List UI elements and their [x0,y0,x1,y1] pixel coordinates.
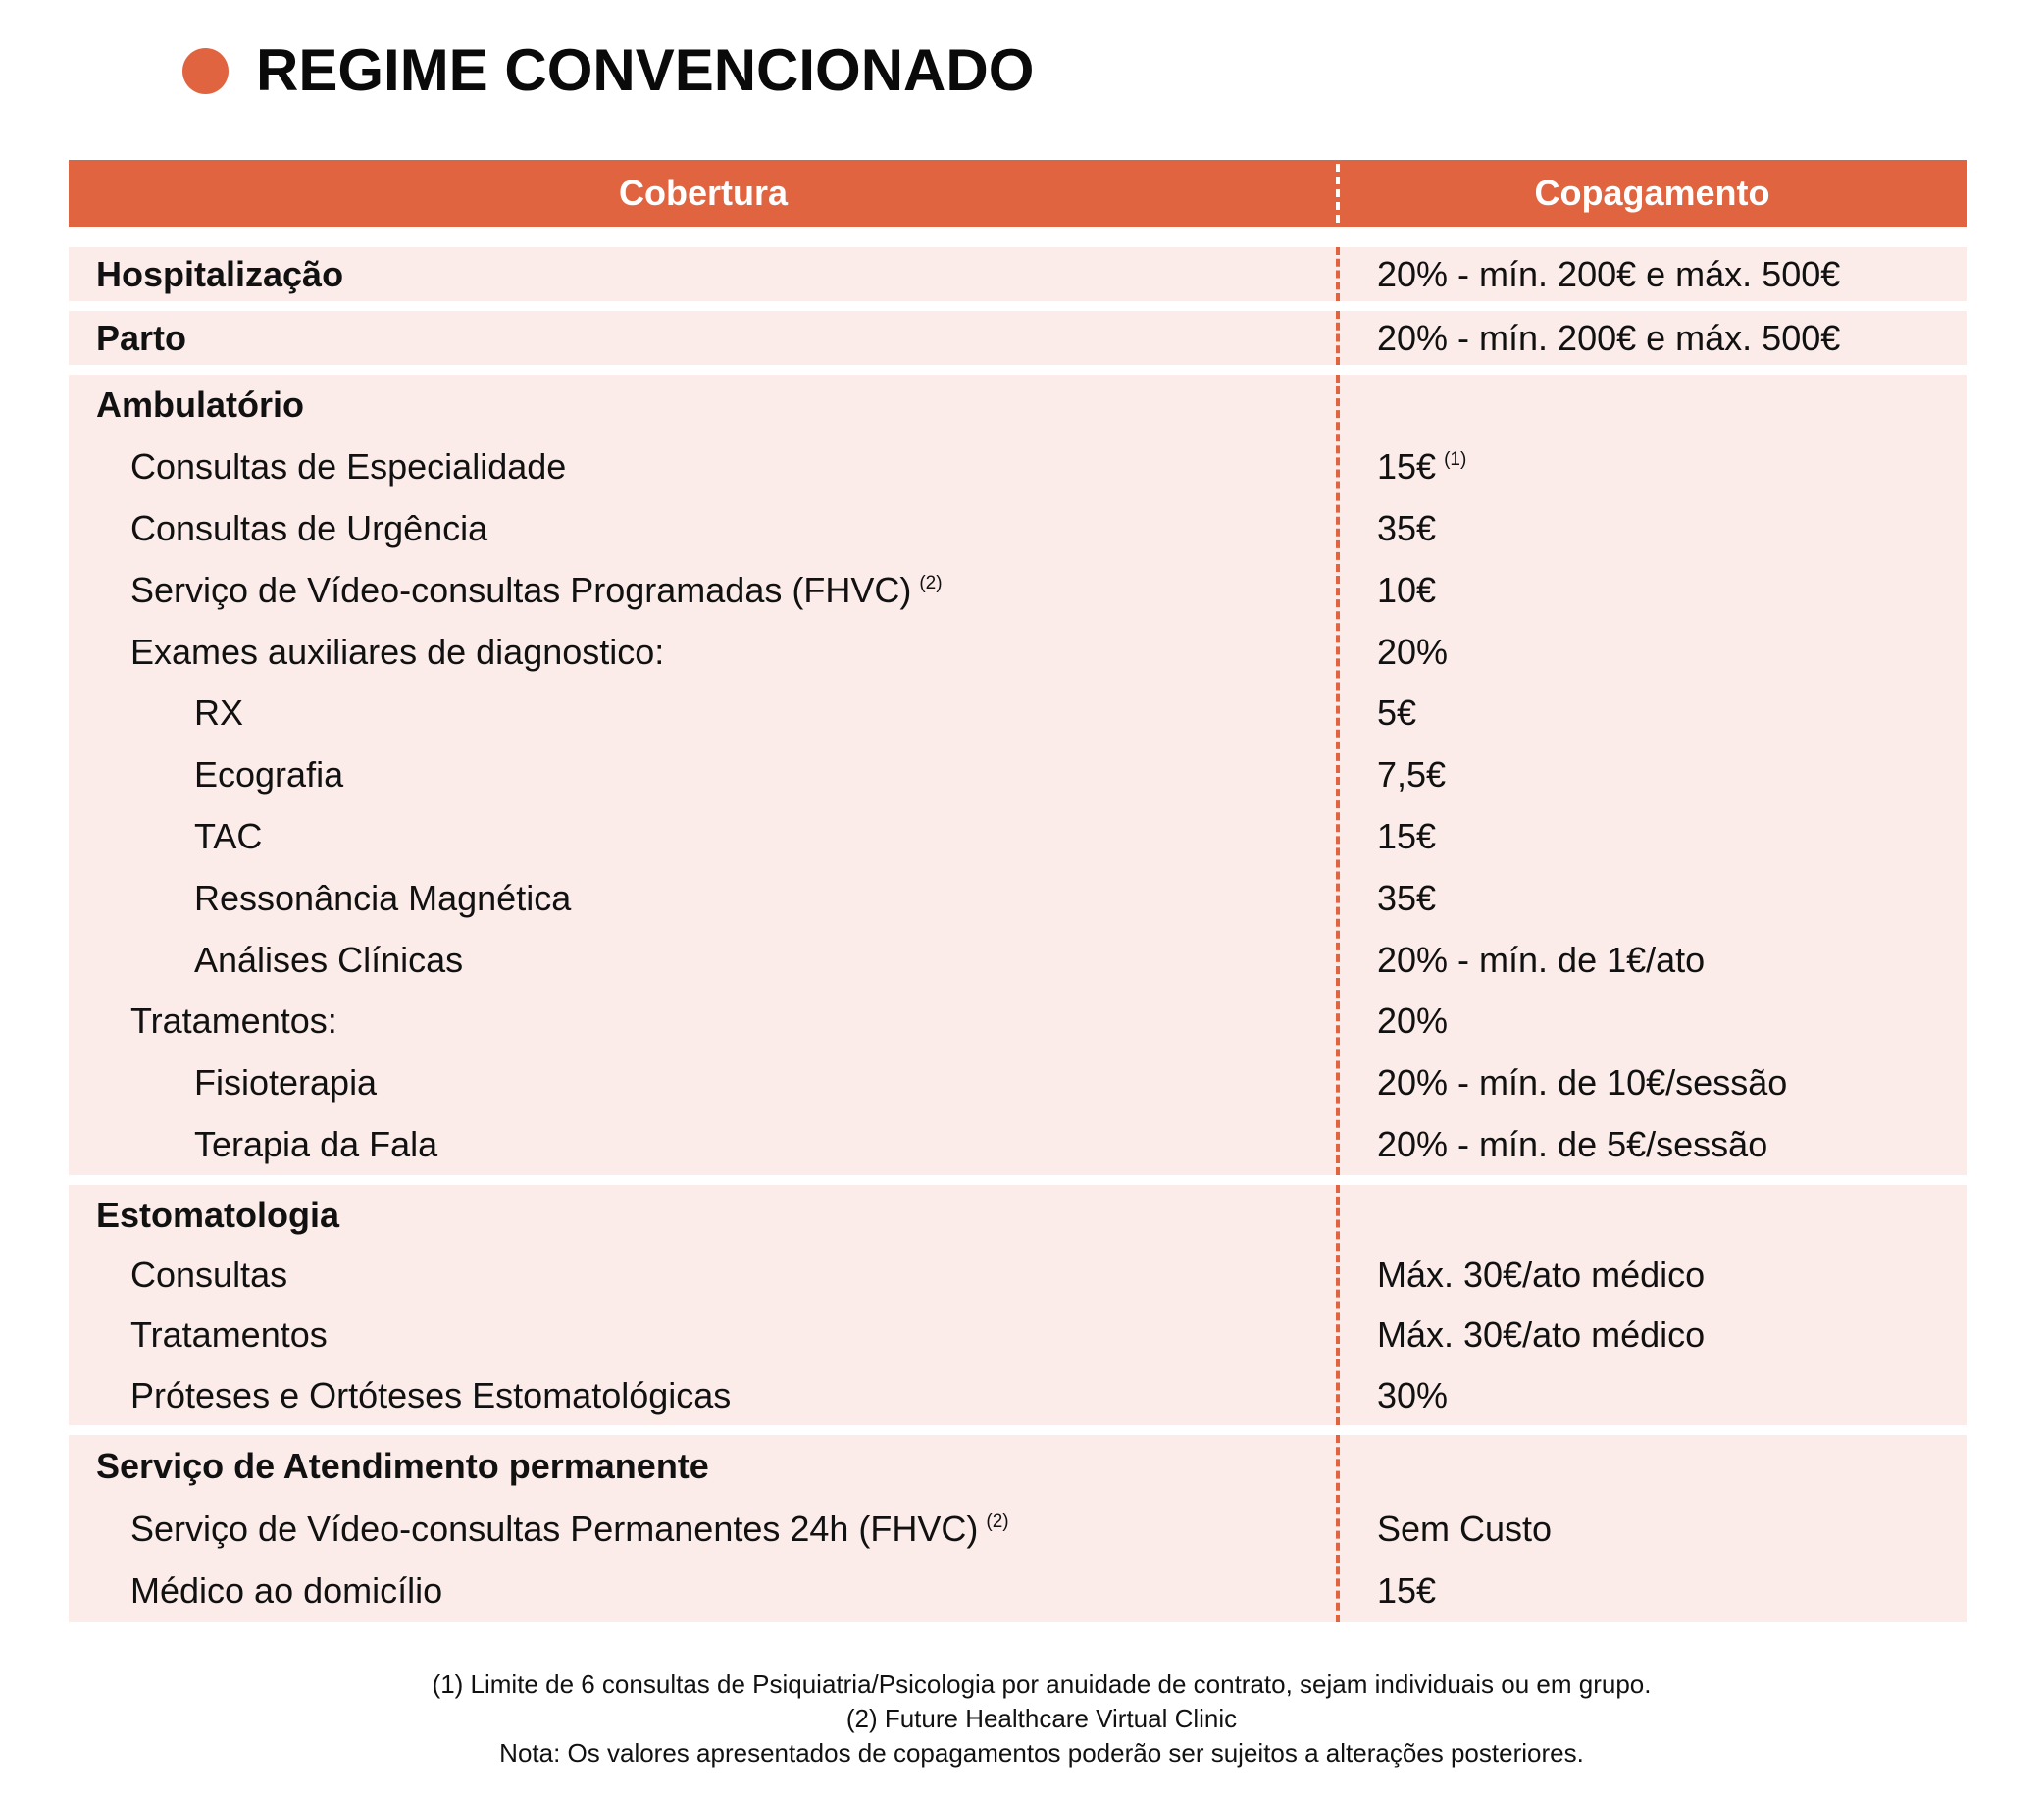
row-label [69,1509,1338,1550]
row-label: Tratamentos [130,1314,328,1356]
table-row [69,991,1967,1052]
row-label: Consultas de Especialidade [130,446,567,487]
row-label: Consultas [130,1255,288,1296]
table-row [69,867,1967,929]
table-row [69,1365,1967,1425]
bullet-dot-icon [182,48,229,94]
row-value: 20% - mín. de 5€/sessão [1377,1123,1768,1164]
row-label: Parto [96,317,187,358]
footnotes [0,1667,2044,1770]
row-label: Ecografia [194,754,344,795]
row-value: 20% - mín. de 10€/sessão [1377,1062,1788,1103]
section-header-row [69,375,1967,436]
footnote-ref: (1) [1444,449,1467,471]
footnote-ref: (2) [986,1511,1009,1532]
row-value: 35€ [1377,507,1437,548]
row-value: 20% [1377,631,1449,672]
table-row [69,683,1967,744]
table-row [69,247,1967,301]
coverage-table [69,160,1967,1622]
column-divider [1336,164,1340,223]
footnote-ref: (2) [919,572,943,593]
table-row [69,559,1967,621]
footnote-note: Nota: Os valores apresentados de copagamentos poderão ser sujeitos a alterações posteriores. [499,1738,1584,1768]
section-label: Estomatologia [96,1194,340,1235]
row-value: 20% - mín. 200€ e máx. 500€ [1377,253,1841,294]
row-group-hospitalizacao [69,247,1967,301]
table-row [69,744,1967,806]
row-value: 30% [1377,1374,1449,1415]
row-value: 20% [1377,1000,1449,1042]
row-label: Ressonância Magnética [194,877,572,918]
row-label: Fisioterapia [194,1062,378,1103]
value-text: 15€ [1377,446,1437,487]
row-value: Máx. 30€/ato médico [1377,1255,1706,1296]
row-value [1338,446,1967,487]
row-label: Exames auxiliares de diagnostico: [130,631,665,672]
footnote-2: (2) Future Healthcare Virtual Clinic [845,1704,1238,1733]
label-text: Serviço de Vídeo-consultas Permanentes 24h (FHVC) [130,1508,979,1549]
row-value: 35€ [1377,877,1437,918]
table-row [69,311,1967,365]
row-value: 10€ [1377,569,1437,610]
row-label: Tratamentos: [130,1000,337,1042]
row-group-ambulatorio [69,375,1967,1175]
row-value: 15€ [1377,1570,1437,1612]
label-text: Serviço de Vídeo-consultas Programadas (FHVC) [130,569,912,610]
table-row [69,1052,1967,1114]
table-row [69,436,1967,498]
row-label: Próteses e Ortóteses Estomatológicas [130,1374,732,1415]
section-header-row [69,1435,1967,1498]
table-row [69,1560,1967,1622]
row-value: Máx. 30€/ato médico [1377,1314,1706,1356]
table-row [69,1246,1967,1306]
table-row [69,1498,1967,1561]
row-value: 5€ [1377,692,1417,734]
table-header [69,160,1967,227]
row-label: Hospitalização [96,253,344,294]
section-label: Serviço de Atendimento permanente [96,1445,709,1486]
row-group-atendimento-permanente [69,1435,1967,1622]
page-title: REGIME CONVENCIONADO [256,37,1035,103]
row-label [69,570,1338,611]
row-value: 20% - mín. de 1€/ato [1377,939,1706,980]
page-heading [182,35,1034,106]
column-header-cobertura: Cobertura [618,173,789,213]
row-label: TAC [194,815,263,856]
row-value: Sem Custo [1377,1508,1553,1549]
row-label: RX [194,692,244,734]
footnote-1: (1) Limite de 6 consultas de Psiquiatria/Psicologia por anuidade de contrato, sejam individuais ou em grupo. [432,1669,1652,1699]
row-value: 20% - mín. 200€ e máx. 500€ [1377,317,1841,358]
table-row [69,1114,1967,1176]
row-label: Análises Clínicas [194,939,464,980]
row-label: Consultas de Urgência [130,507,488,548]
row-group-parto [69,311,1967,365]
table-row [69,1306,1967,1365]
table-row [69,621,1967,683]
table-row [69,806,1967,868]
row-group-estomatologia [69,1185,1967,1425]
row-value: 7,5€ [1377,754,1447,795]
row-value: 15€ [1377,815,1437,856]
section-label: Ambulatório [96,385,304,426]
table-row [69,498,1967,560]
table-row [69,929,1967,991]
column-header-copagamento: Copagamento [1534,173,1770,213]
section-header-row [69,1185,1967,1245]
row-label: Médico ao domicílio [130,1570,443,1612]
row-label: Terapia da Fala [194,1123,438,1164]
